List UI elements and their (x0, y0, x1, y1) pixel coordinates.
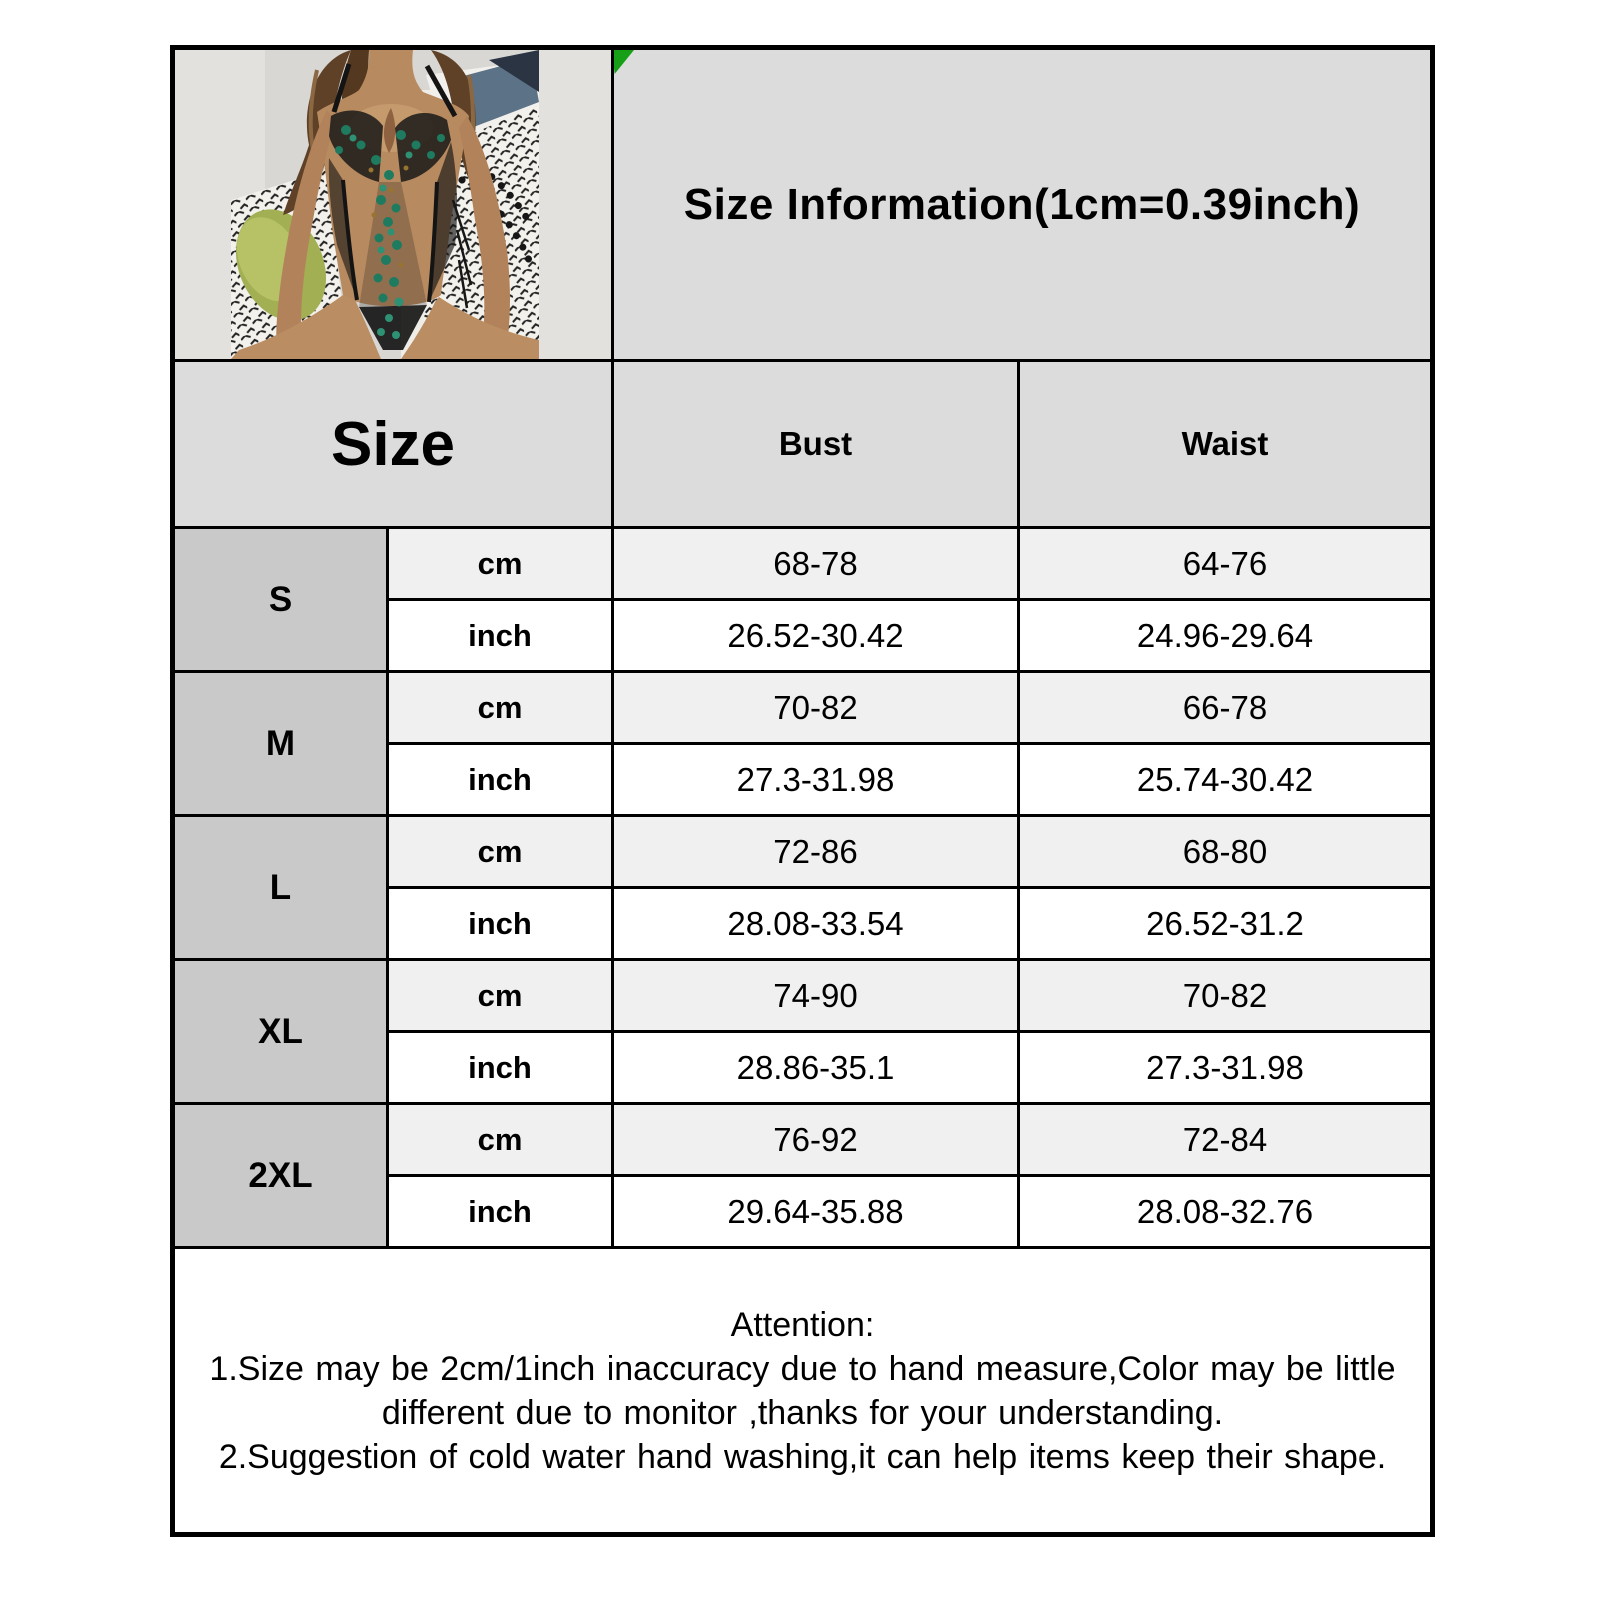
bust-cm-value: 76-92 (613, 1104, 1019, 1176)
unit-label-inch: inch (388, 888, 613, 960)
attention-item-2: 2.Suggestion of cold water hand washing,it can help items keep their shape. (218, 1437, 1387, 1476)
unit-label-cm: cm (388, 816, 613, 888)
unit-label-inch: inch (388, 1176, 613, 1248)
waist-cm-value: 64-76 (1019, 528, 1433, 600)
bust-inch-value: 29.64-35.88 (613, 1176, 1019, 1248)
size-label-l: L (173, 816, 388, 960)
product-photo-illustration (231, 50, 539, 359)
green-corner-marker (613, 50, 635, 74)
table-header-row (173, 361, 1433, 528)
waist-inch-value: 28.08-32.76 (1019, 1176, 1433, 1248)
waist-cm-value: 70-82 (1019, 960, 1433, 1032)
attention-row (173, 1248, 1433, 1535)
unit-label-cm: cm (388, 528, 613, 600)
unit-label-cm: cm (388, 960, 613, 1032)
column-header-waist: Waist (1019, 361, 1433, 528)
size-label-2xl: 2XL (173, 1104, 388, 1248)
product-photo-cell (173, 48, 613, 361)
unit-label-inch: inch (388, 600, 613, 672)
waist-inch-value: 26.52-31.2 (1019, 888, 1433, 960)
unit-label-inch: inch (388, 744, 613, 816)
bust-cm-value: 72-86 (613, 816, 1019, 888)
unit-label-cm: cm (388, 672, 613, 744)
waist-cm-value: 72-84 (1019, 1104, 1433, 1176)
table-row (173, 1104, 1433, 1176)
waist-inch-value: 24.96-29.64 (1019, 600, 1433, 672)
table-row (173, 672, 1433, 744)
column-header-size: Size (173, 361, 613, 528)
bust-inch-value: 28.08-33.54 (613, 888, 1019, 960)
bust-cm-value: 70-82 (613, 672, 1019, 744)
column-header-bust: Bust (613, 361, 1019, 528)
bust-inch-value: 27.3-31.98 (613, 744, 1019, 816)
attention-note (173, 1248, 1433, 1535)
bust-inch-value: 26.52-30.42 (613, 600, 1019, 672)
top-section (173, 48, 1433, 361)
page-title: Size Information(1cm=0.39inch) (683, 179, 1361, 229)
waist-cm-value: 68-80 (1019, 816, 1433, 888)
size-label-xl: XL (173, 960, 388, 1104)
bust-cm-value: 74-90 (613, 960, 1019, 1032)
waist-inch-value: 27.3-31.98 (1019, 1032, 1433, 1104)
bust-cm-value: 68-78 (613, 528, 1019, 600)
table-row (173, 528, 1433, 600)
table-row (173, 960, 1433, 1032)
waist-cm-value: 66-78 (1019, 672, 1433, 744)
waist-inch-value: 25.74-30.42 (1019, 744, 1433, 816)
size-table (170, 45, 1435, 1537)
size-label-s: S (173, 528, 388, 672)
unit-label-cm: cm (388, 1104, 613, 1176)
size-chart-panel (170, 45, 1430, 1537)
attention-item-1: 1.Size may be 2cm/1inch inaccuracy due to hand measure,Color may be little different due to monitor ,thanks for your understanding. (209, 1349, 1396, 1432)
product-photo (231, 50, 539, 359)
title-cell (613, 48, 1433, 361)
attention-title: Attention: (730, 1305, 875, 1344)
bust-inch-value: 28.86-35.1 (613, 1032, 1019, 1104)
size-label-m: M (173, 672, 388, 816)
unit-label-inch: inch (388, 1032, 613, 1104)
table-row (173, 816, 1433, 888)
